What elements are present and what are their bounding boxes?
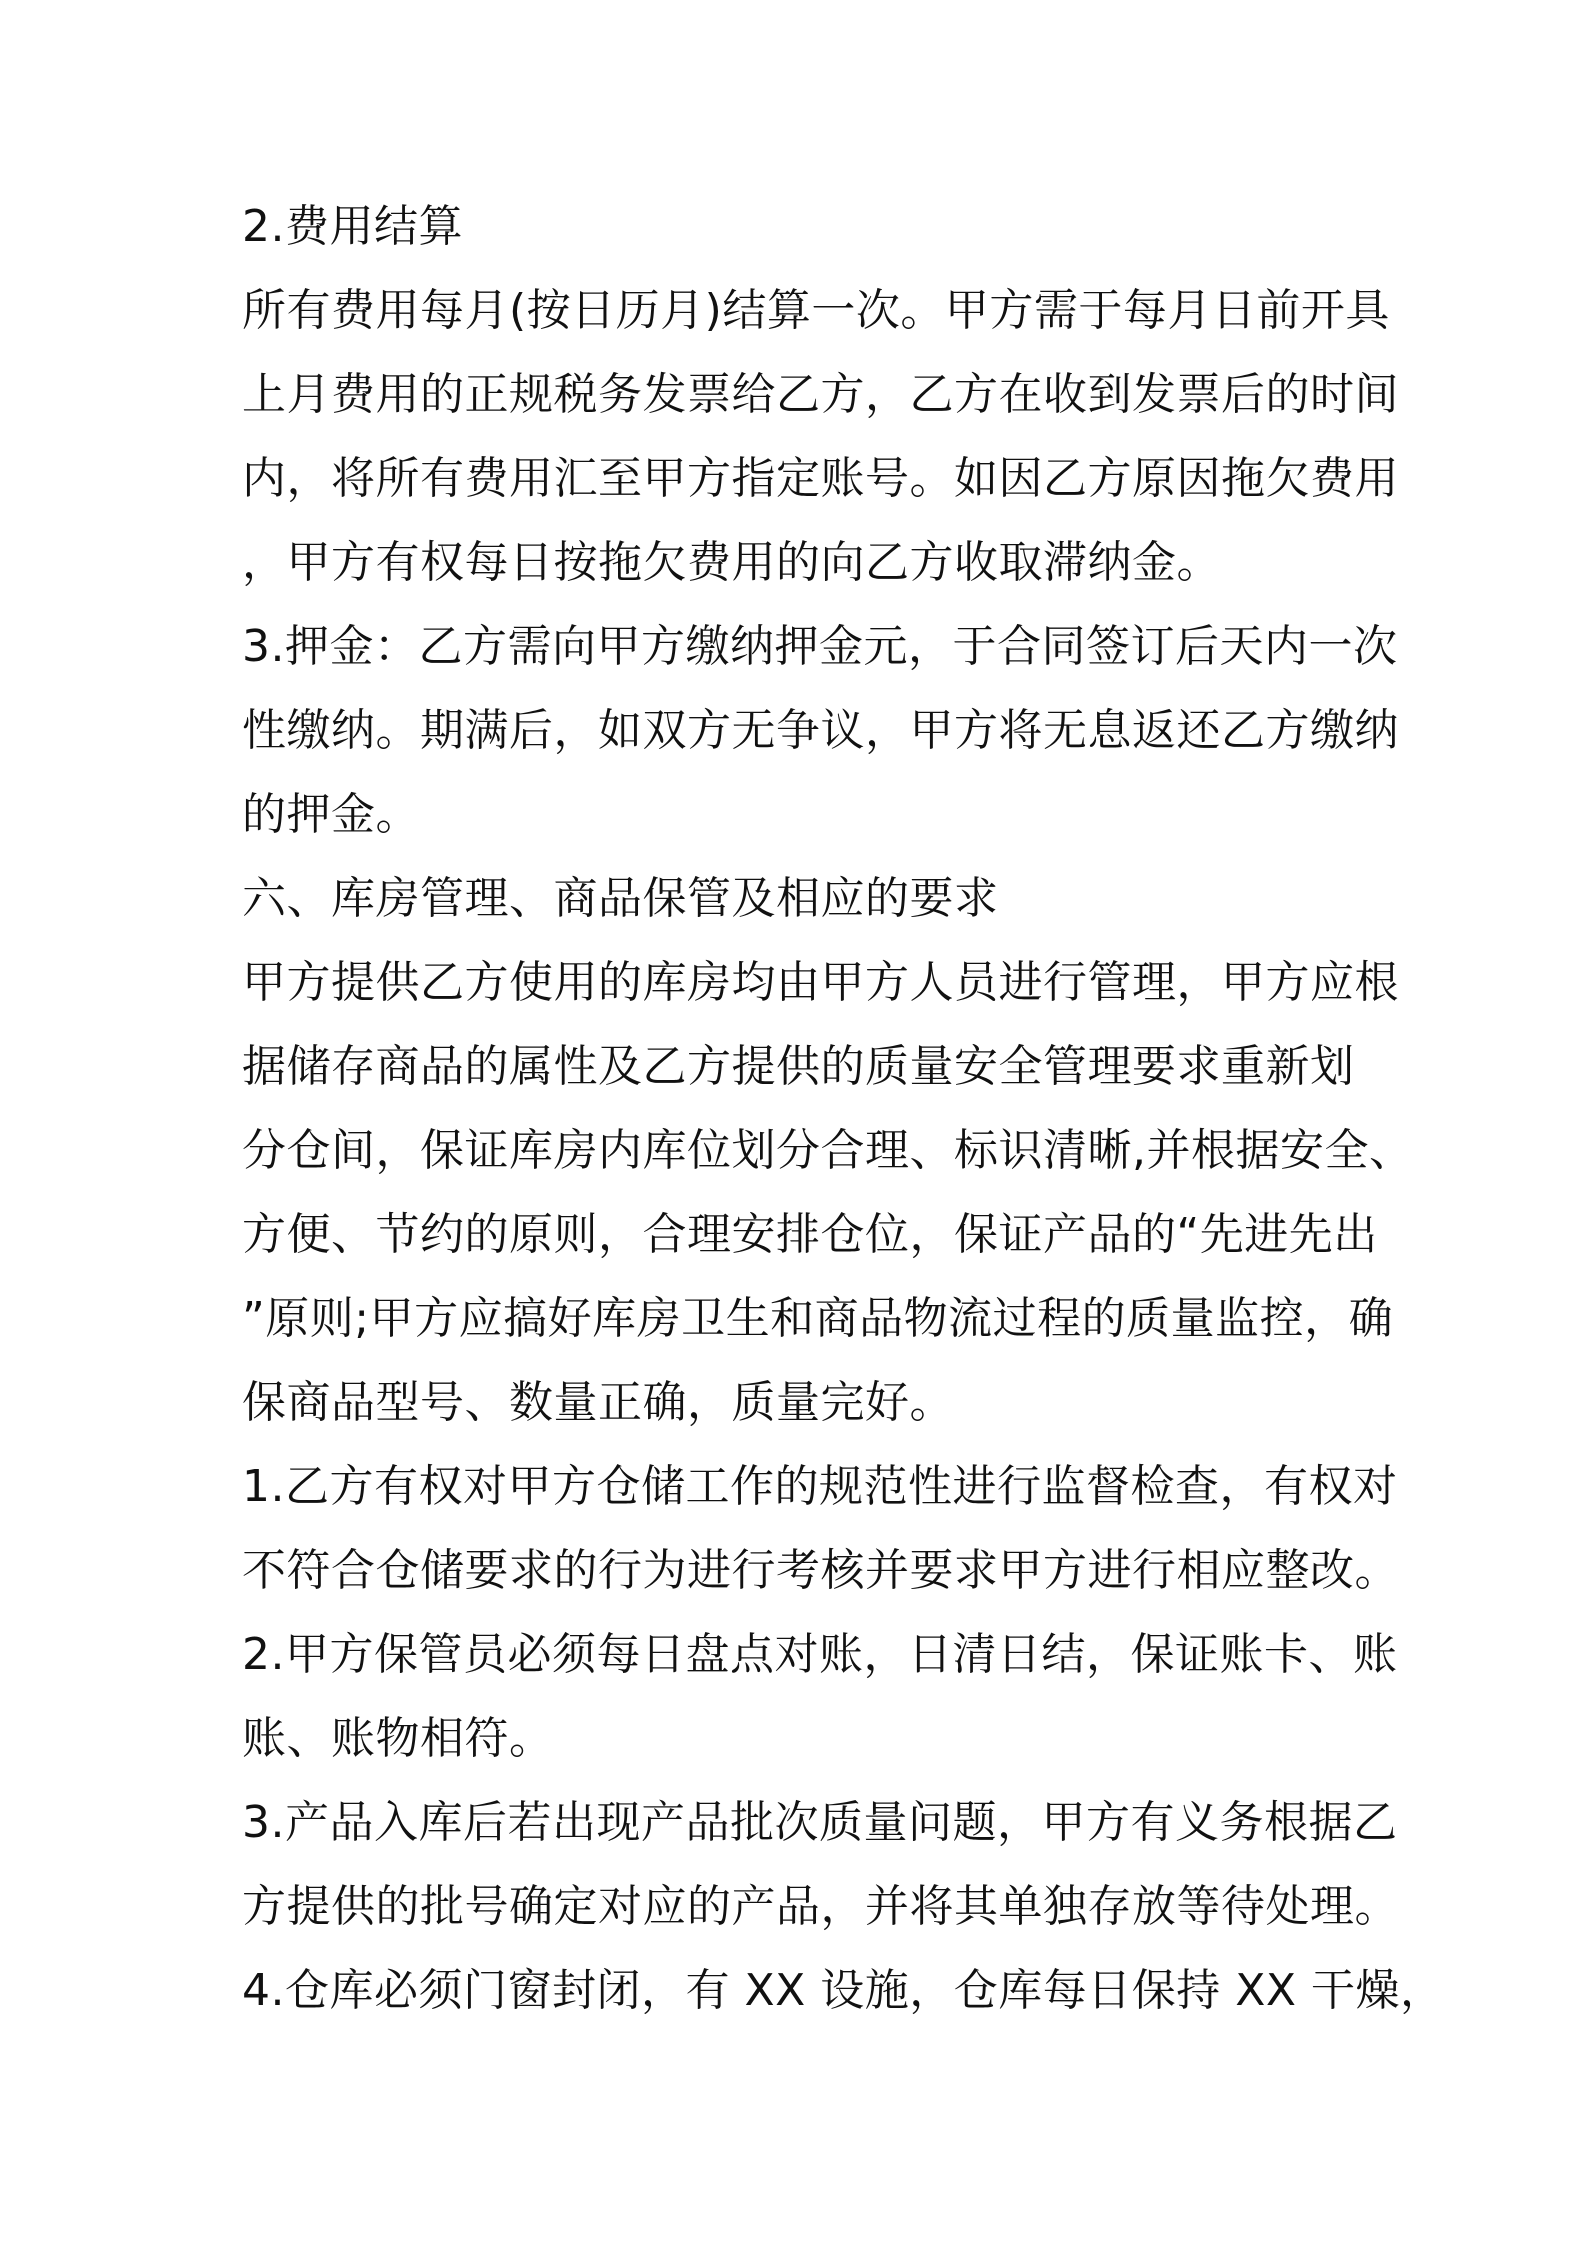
- clause-item-3: 3.产品入库后若出现产品批次质量问题，甲方有义务根据乙: [242, 1797, 1398, 1848]
- body-text-line: 保商品型号、数量正确，质量完好。: [242, 1377, 954, 1428]
- section-heading-warehouse-management: 六、库房管理、商品保管及相应的要求: [242, 873, 999, 924]
- body-text-line: ”原则;甲方应搞好库房卫生和商品物流过程的质量监控，确: [242, 1293, 1394, 1344]
- clause-item-2: 2.甲方保管员必须每日盘点对账，日清日结，保证账卡、账: [242, 1629, 1398, 1680]
- body-text-line: 的押金。: [242, 789, 420, 840]
- body-text-line: ，甲方有权每日按拖欠费用的向乙方收取滞纳金。: [242, 537, 1221, 588]
- body-text-line: 方便、节约的原则，合理安排仓位，保证产品的“先进先出: [242, 1209, 1378, 1260]
- section-heading-fee-settlement: 2.费用结算: [242, 201, 463, 252]
- body-text-line: 所有费用每月(按日历月)结算一次。甲方需于每月日前开具: [242, 285, 1390, 336]
- body-text-line: 性缴纳。期满后，如双方无争议，甲方将无息返还乙方缴纳: [242, 705, 1399, 756]
- body-text-line: 据储存商品的属性及乙方提供的质量安全管理要求重新划: [242, 1041, 1355, 1092]
- clause-item-1: 1.乙方有权对甲方仓储工作的规范性进行监督检查，有权对: [242, 1461, 1398, 1512]
- body-text-line: 不符合仓储要求的行为进行考核并要求甲方进行相应整改。: [242, 1545, 1399, 1596]
- body-text-line: 甲方提供乙方使用的库房均由甲方人员进行管理，甲方应根: [242, 957, 1399, 1008]
- body-text-line: 分仓间，保证库房内库位划分合理、标识清晰,并根据安全、: [242, 1125, 1414, 1176]
- body-text-line: 内，将所有费用汇至甲方指定账号。如因乙方原因拖欠费用: [242, 453, 1399, 504]
- body-text-line: 上月费用的正规税务发票给乙方，乙方在收到发票后的时间: [242, 369, 1399, 420]
- clause-item-4: 4.仓库必须门窗封闭，有 XX 设施，仓库每日保持 XX 干燥，: [242, 1965, 1445, 2016]
- clause-deposit: 3.押金：乙方需向甲方缴纳押金元，于合同签订后天内一次: [242, 621, 1398, 672]
- body-text-line: 方提供的批号确定对应的产品，并将其单独存放等待处理。: [242, 1881, 1399, 1932]
- body-text-line: 账、账物相符。: [242, 1713, 554, 1764]
